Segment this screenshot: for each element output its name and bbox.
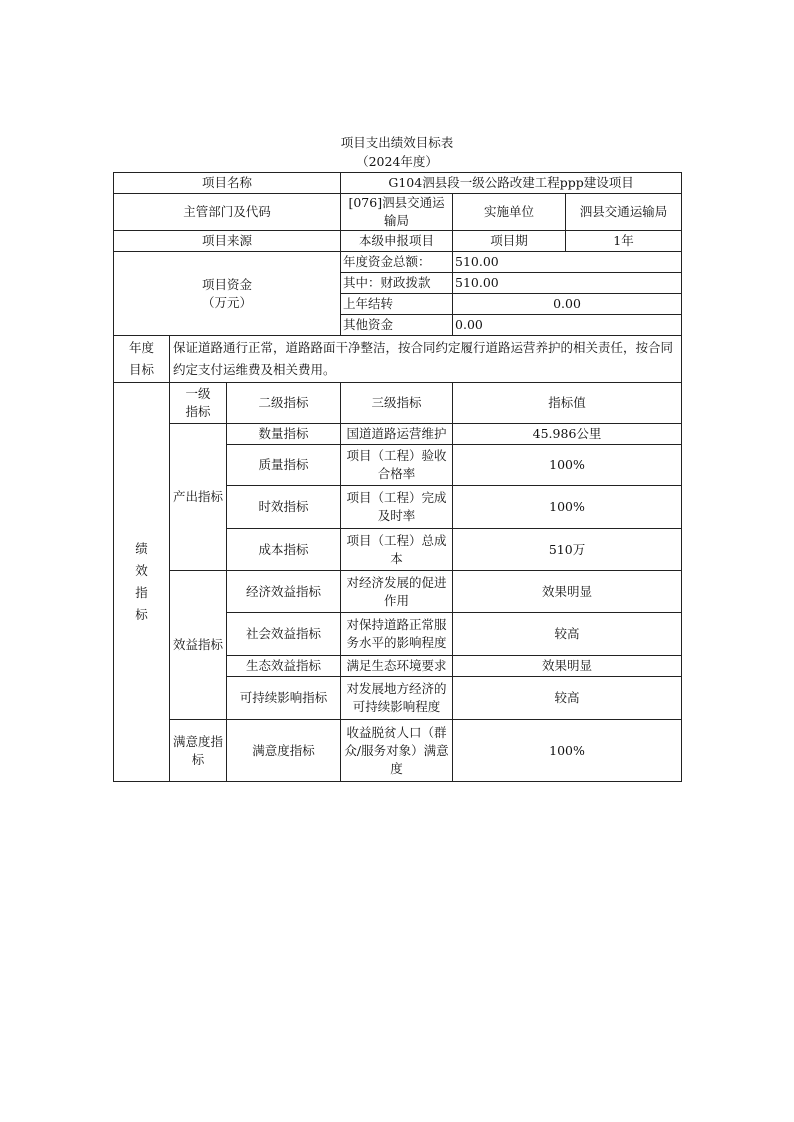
level1-header	[170, 383, 227, 424]
other-funds-label: 其他资金	[341, 315, 453, 336]
output-indicators-group: 产出指标	[170, 424, 227, 571]
annual-goal-label	[114, 336, 170, 383]
level2-cell: 社会效益指标	[227, 613, 341, 656]
benefit-indicators-group: 效益指标	[170, 571, 227, 720]
indicator-value-cell: 510万	[453, 529, 682, 571]
indicator-value-cell: 100%	[453, 445, 682, 486]
project-source-value: 本级申报项目	[341, 231, 453, 252]
level1-header-line1: 一级	[185, 386, 211, 401]
level2-header: 二级指标	[227, 383, 341, 424]
carryover-value: 0.00	[453, 294, 682, 315]
annual-goal-text: 保证道路通行正常，道路路面干净整洁，按合同约定履行道路运营养护的相关责任，按合同约定支付运维费及相关费用。	[170, 336, 682, 383]
implementing-unit-value: 泗县交通运输局	[566, 194, 682, 231]
level3-cell: 项目（工程）验收合格率	[341, 445, 453, 486]
project-source-label: 项目来源	[114, 231, 341, 252]
funds-label-line1: 项目资金	[202, 276, 253, 292]
performance-target-table	[113, 172, 682, 782]
satisfaction-group-line2: 标	[191, 751, 205, 767]
level3-cell: 国道道路运营维护	[341, 424, 453, 445]
level3-header: 三级指标	[341, 383, 453, 424]
indicator-value-cell: 较高	[453, 677, 682, 720]
satisfaction-group-line1: 满意度指	[173, 733, 224, 749]
level1-header-line2: 指标	[185, 404, 211, 419]
level3-cell: 满足生态环境要求	[341, 656, 453, 677]
level2-cell: 数量指标	[227, 424, 341, 445]
level2-cell: 生态效益指标	[227, 656, 341, 677]
department-label: 主管部门及代码	[114, 194, 341, 231]
funds-label-line2: （万元）	[202, 294, 253, 310]
carryover-label: 上年结转	[341, 294, 453, 315]
project-period-value: 1年	[566, 231, 682, 252]
section-char-1: 绩	[135, 541, 148, 556]
annual-goal-label-line1: 年度	[128, 340, 154, 355]
document-title: 项目支出绩效目标表	[340, 135, 454, 150]
level2-cell: 可持续影响指标	[227, 677, 341, 720]
level3-cell: 收益脱贫人口（群众/服务对象）满意度	[341, 720, 453, 782]
level3-cell: 对保持道路正常服务水平的影响程度	[341, 613, 453, 656]
project-period-label: 项目期	[453, 231, 566, 252]
indicator-value-cell: 100%	[453, 486, 682, 529]
other-funds-value: 0.00	[453, 315, 682, 336]
fiscal-allocation-label: 其中：财政拨款	[341, 273, 453, 294]
fiscal-allocation-value: 510.00	[453, 273, 682, 294]
section-char-4: 标	[135, 607, 148, 622]
satisfaction-indicators-group	[170, 720, 227, 782]
annual-goal-label-line2: 目标	[128, 362, 154, 377]
section-char-3: 指	[135, 585, 148, 600]
department-value: [076]泗县交通运输局	[341, 194, 453, 231]
indicator-value-cell: 效果明显	[453, 571, 682, 613]
project-name-value: G104泗县段一级公路改建工程ppp建设项目	[341, 173, 682, 194]
performance-indicators-label	[114, 383, 170, 782]
level2-cell: 经济效益指标	[227, 571, 341, 613]
indicator-value-cell: 效果明显	[453, 656, 682, 677]
level2-cell: 质量指标	[227, 445, 341, 486]
level2-cell: 时效指标	[227, 486, 341, 529]
project-funds-label	[114, 252, 341, 336]
implementing-unit-label: 实施单位	[453, 194, 566, 231]
indicator-value-cell: 较高	[453, 613, 682, 656]
level2-cell: 满意度指标	[227, 720, 341, 782]
indicator-value-cell: 45.986公里	[453, 424, 682, 445]
indicator-value-cell: 100%	[453, 720, 682, 782]
document-year: （2024年度）	[356, 154, 438, 169]
annual-total-value: 510.00	[453, 252, 682, 273]
indicator-value-header: 指标值	[453, 383, 682, 424]
level3-cell: 项目（工程）总成本	[341, 529, 453, 571]
level3-cell: 对发展地方经济的可持续影响程度	[341, 677, 453, 720]
annual-total-label: 年度资金总额：	[341, 252, 453, 273]
level2-cell: 成本指标	[227, 529, 341, 571]
section-char-2: 效	[135, 563, 148, 578]
level3-cell: 项目（工程）完成及时率	[341, 486, 453, 529]
project-name-label: 项目名称	[114, 173, 341, 194]
level3-cell: 对经济发展的促进作用	[341, 571, 453, 613]
